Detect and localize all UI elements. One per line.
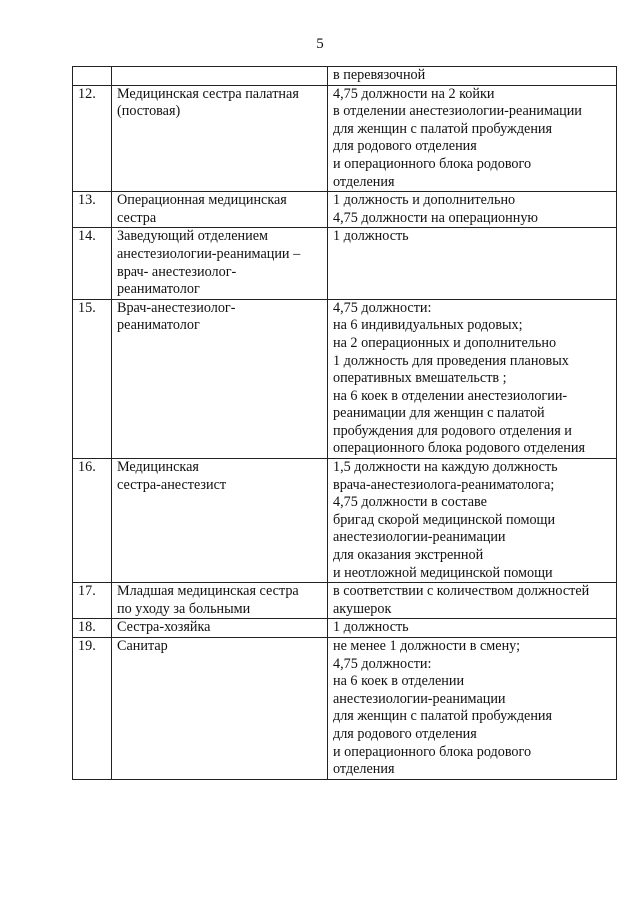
staffing-norm: 1,5 должности на каждую должность врача-анестезиолога-реаниматолога; 4,75 должности в составе бригад скорой медицинской помощи анестезиологии-реанимации для оказания экстренной и неотложной медицинской помощи xyxy=(328,459,617,583)
staffing-table xyxy=(72,66,617,780)
position-name: Сестра-хозяйка xyxy=(112,619,328,638)
table-row xyxy=(73,583,617,619)
staffing-norm: в соответствии с количеством должностей акушерок xyxy=(328,583,617,619)
table-row xyxy=(73,67,617,86)
position-name: Врач-анестезиолог- реаниматолог xyxy=(112,299,328,458)
position-name: Медицинская сестра-анестезист xyxy=(112,459,328,583)
page-number: 5 xyxy=(316,36,324,52)
position-name: Младшая медицинская сестра по уходу за больными xyxy=(112,583,328,619)
staffing-norm: 1 должность и дополнительно 4,75 должности на операционную xyxy=(328,192,617,228)
row-number: 18. xyxy=(73,619,112,638)
position-name: Медицинская сестра палатная (постовая) xyxy=(112,85,328,192)
table-row xyxy=(73,619,617,638)
row-number: 19. xyxy=(73,638,112,780)
staffing-norm: 4,75 должности на 2 койки в отделении анестезиологии-реанимации для женщин с палатой пробуждения для родового отделения и операционного блока родового отделения xyxy=(328,85,617,192)
staffing-norm: в перевязочной xyxy=(328,67,617,86)
position-name xyxy=(112,67,328,86)
position-name: Операционная медицинская сестра xyxy=(112,192,328,228)
row-number: 17. xyxy=(73,583,112,619)
table-row xyxy=(73,299,617,458)
staffing-norm: 1 должность xyxy=(328,619,617,638)
staffing-norm: 1 должность xyxy=(328,228,617,299)
row-number: 12. xyxy=(73,85,112,192)
row-number: 15. xyxy=(73,299,112,458)
row-number: 13. xyxy=(73,192,112,228)
table-row xyxy=(73,459,617,583)
position-name: Заведующий отделением анестезиологии-реанимации – врач- анестезиолог- реаниматолог xyxy=(112,228,328,299)
table-row xyxy=(73,85,617,192)
table-row xyxy=(73,638,617,780)
staffing-norm: 4,75 должности: на 6 индивидуальных родовых; на 2 операционных и дополнительно 1 должность для проведения плановых оперативных вмешательств ; на 6 коек в отделении анестезиологии- реанимации для женщин с палатой пробуждения для родового отделения и операционного блока родового отделения xyxy=(328,299,617,458)
row-number: 16. xyxy=(73,459,112,583)
table-row xyxy=(73,228,617,299)
row-number xyxy=(73,67,112,86)
position-name: Санитар xyxy=(112,638,328,780)
row-number: 14. xyxy=(73,228,112,299)
table-row xyxy=(73,192,617,228)
staffing-norm: не менее 1 должности в смену; 4,75 должности: на 6 коек в отделении анестезиологии-реанимации для женщин с палатой пробуждения для родового отделения и операционного блока родового отделения xyxy=(328,638,617,780)
